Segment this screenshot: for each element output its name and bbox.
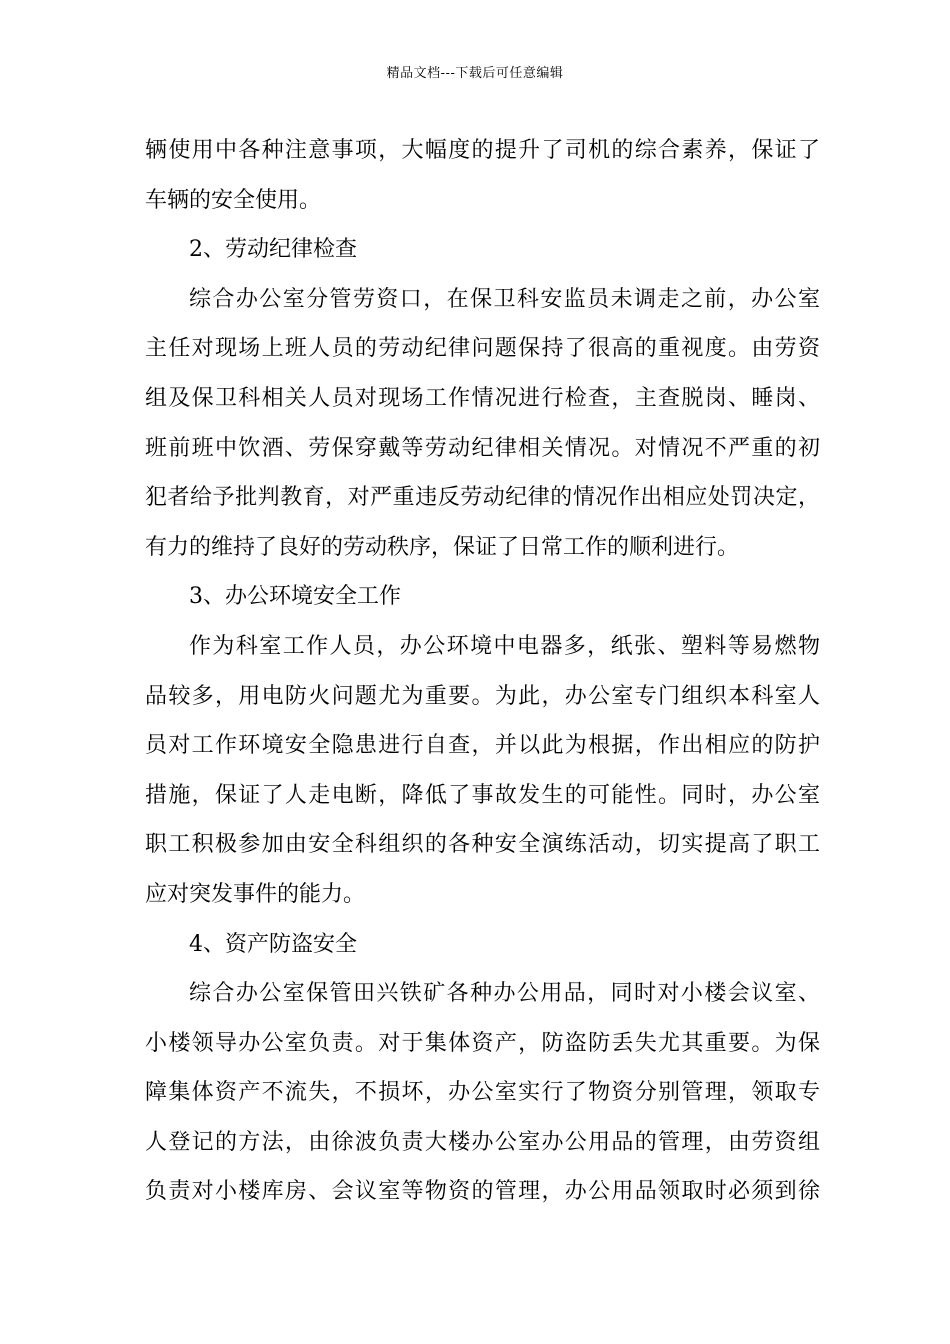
text-line: 员对工作环境安全隐患进行自查，并以此为根据，作出相应的防护 — [145, 733, 820, 759]
text-line: 有力的维持了良好的劳动秩序，保证了日常工作的顺利进行。 — [145, 534, 740, 560]
text-line: 主任对现场上班人员的劳动纪律问题保持了很高的重视度。由劳资 — [145, 336, 820, 362]
text-line: 辆使用中各种注意事项，大幅度的提升了司机的综合素养，保证了 — [145, 138, 820, 163]
text-line: 应对突发事件的能力。 — [145, 881, 366, 907]
section-heading: 4、资产防盗安全 — [189, 931, 357, 957]
text-line: 综合办公室分管劳资口，在保卫科安监员未调走之前，办公室 — [189, 286, 820, 312]
text-line: 人登记的方法，由徐波负责大楼办公室办公用品的管理，由劳资组 — [145, 1129, 820, 1155]
text-line: 组及保卫科相关人员对现场工作情况进行检查，主查脱岗、睡岗、 — [145, 385, 820, 411]
text-line: 小楼领导办公室负责。对于集体资产，防盗防丢失尤其重要。为保 — [145, 1030, 820, 1056]
text-line: 犯者给予批判教育，对严重违反劳动纪律的情况作出相应处罚决定， — [145, 485, 820, 511]
text-line: 作为科室工作人员，办公环境中电器多，纸张、塑料等易燃物 — [189, 633, 820, 659]
text-line: 综合办公室保管田兴铁矿各种办公用品，同时对小楼会议室、 — [189, 981, 820, 1007]
page-header: 精品文档---下载后可任意编辑 — [386, 66, 564, 81]
text-line: 障集体资产不流失，不损坏，办公室实行了物资分别管理，领取专 — [145, 1080, 820, 1106]
text-line: 品较多，用电防火问题尤为重要。为此，办公室专门组织本科室人 — [145, 683, 820, 709]
text-line: 负责对小楼库房、会议室等物资的管理，办公用品领取时必须到徐 — [145, 1179, 820, 1205]
document-body — [145, 126, 820, 1217]
text-line: 措施，保证了人走电断，降低了事故发生的可能性。同时，办公室 — [145, 782, 820, 808]
text-line: 职工积极参加由安全科组织的各种安全演练活动，切实提高了职工 — [145, 832, 820, 858]
section-heading: 3、办公环境安全工作 — [189, 584, 401, 610]
text-line: 班前班中饮酒、劳保穿戴等劳动纪律相关情况。对情况不严重的初 — [145, 435, 820, 461]
section-heading: 2、劳动纪律检查 — [189, 237, 357, 263]
text-line: 车辆的安全使用。 — [145, 187, 322, 213]
